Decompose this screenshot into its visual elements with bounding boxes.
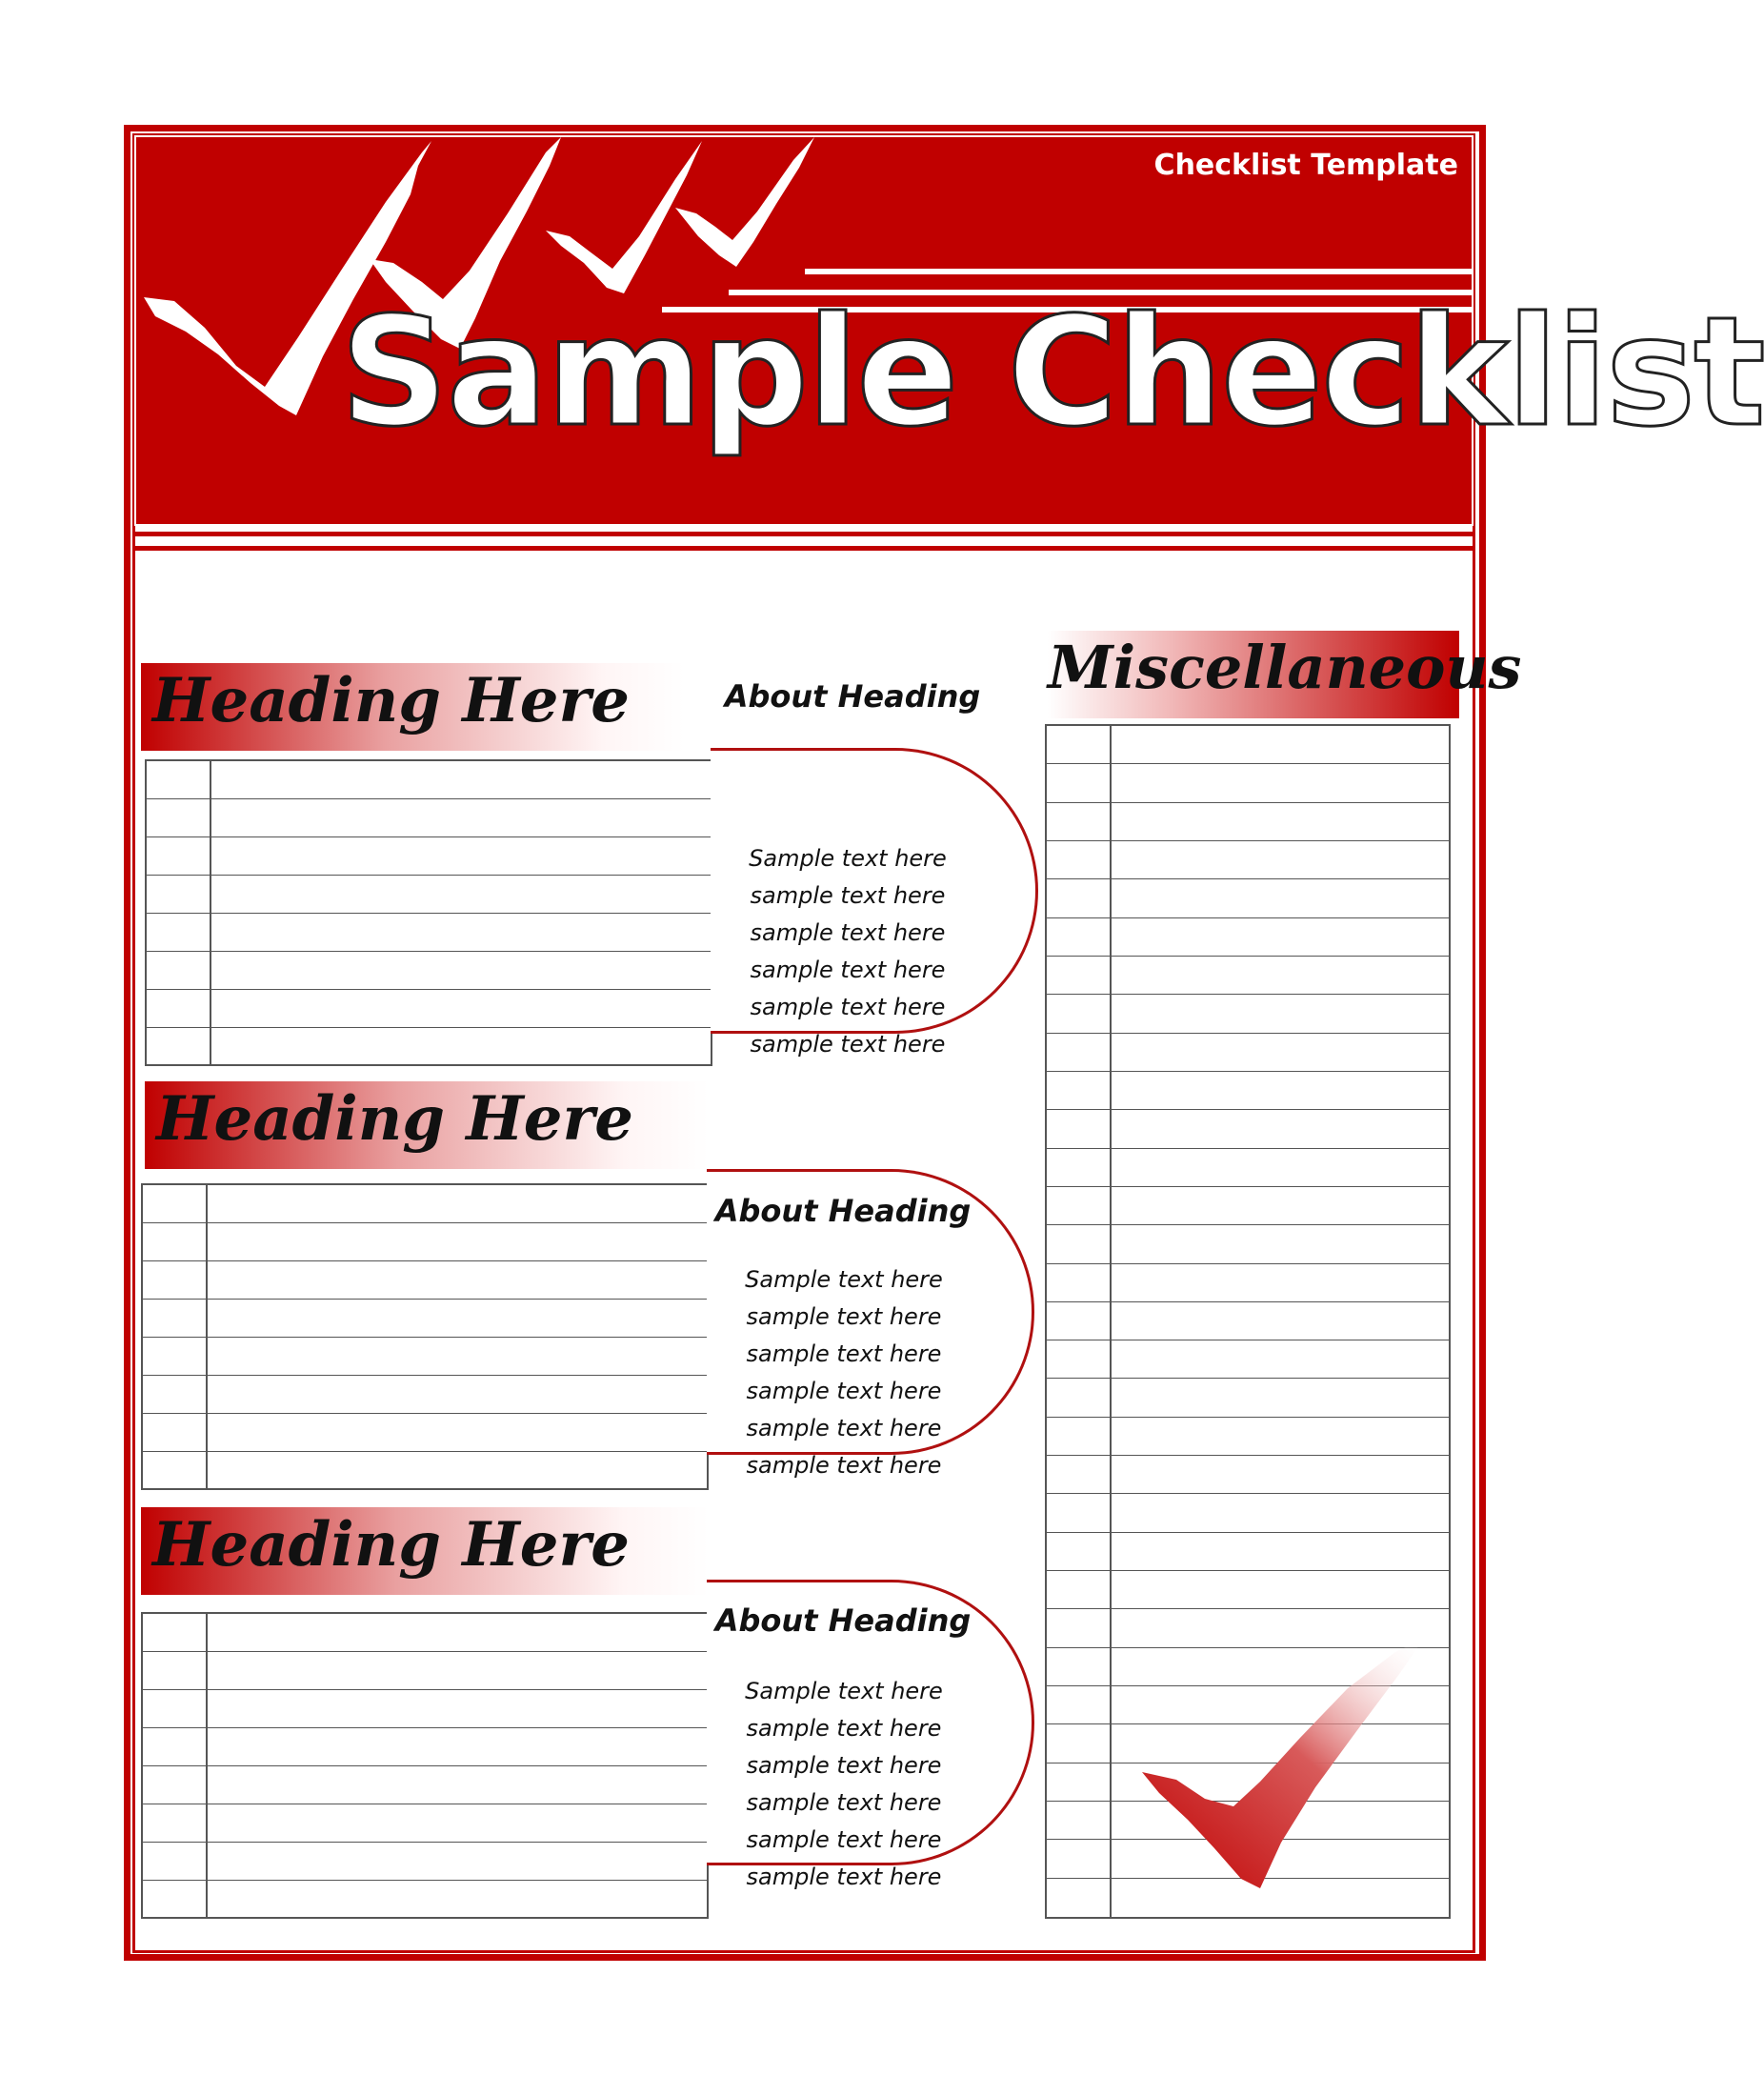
template-tag: Checklist Template bbox=[1153, 149, 1458, 182]
about-text: Sample text here sample text here sample text here sample text here sample text here sample text here bbox=[745, 1266, 943, 1479]
table-row[interactable] bbox=[143, 1843, 707, 1881]
table-row[interactable] bbox=[147, 914, 711, 952]
table-row[interactable] bbox=[1047, 803, 1449, 841]
about-heading: About Heading bbox=[714, 1193, 972, 1229]
table-row[interactable] bbox=[1047, 957, 1449, 995]
table-row[interactable] bbox=[1047, 1110, 1449, 1148]
table-row[interactable] bbox=[1047, 918, 1449, 957]
table-row[interactable] bbox=[143, 1223, 707, 1261]
table-row[interactable] bbox=[143, 1300, 707, 1338]
table-row[interactable] bbox=[147, 761, 711, 799]
section-heading bbox=[141, 1507, 709, 1595]
table-row[interactable] bbox=[143, 1414, 707, 1452]
divider-band bbox=[134, 546, 1473, 551]
table-row[interactable] bbox=[147, 1028, 711, 1064]
table-row[interactable] bbox=[1047, 1225, 1449, 1263]
table-row[interactable] bbox=[1047, 841, 1449, 879]
table-row[interactable] bbox=[1047, 1379, 1449, 1417]
table-row[interactable] bbox=[1047, 1034, 1449, 1072]
table-row[interactable] bbox=[143, 1690, 707, 1728]
table-row[interactable] bbox=[1047, 1187, 1449, 1225]
table-row[interactable] bbox=[1047, 995, 1449, 1033]
table-row[interactable] bbox=[143, 1376, 707, 1414]
table-row[interactable] bbox=[1047, 1264, 1449, 1302]
table-row[interactable] bbox=[1047, 1302, 1449, 1340]
table-row[interactable] bbox=[1047, 1494, 1449, 1532]
table-row[interactable] bbox=[147, 837, 711, 876]
checklist-table bbox=[141, 1612, 709, 1919]
table-row[interactable] bbox=[147, 799, 711, 837]
table-row[interactable] bbox=[1047, 1072, 1449, 1110]
table-row[interactable] bbox=[1047, 726, 1449, 764]
table-row[interactable] bbox=[143, 1338, 707, 1376]
table-row[interactable] bbox=[143, 1728, 707, 1766]
section-heading-text: Heading Here bbox=[156, 1083, 633, 1155]
section-heading-text: Heading Here bbox=[152, 1509, 630, 1581]
table-row[interactable] bbox=[147, 990, 711, 1028]
section-heading bbox=[141, 663, 684, 751]
table-row[interactable] bbox=[1047, 1418, 1449, 1456]
misc-heading-text: Miscellaneous bbox=[1048, 633, 1522, 702]
table-row[interactable] bbox=[1047, 879, 1449, 917]
banner-line bbox=[805, 269, 1472, 274]
about-heading: About Heading bbox=[714, 1602, 972, 1639]
table-row[interactable] bbox=[1047, 1533, 1449, 1571]
about-text: Sample text here sample text here sample text here sample text here sample text here sample text here bbox=[745, 1678, 943, 1890]
table-row[interactable] bbox=[143, 1185, 707, 1223]
checklist-table bbox=[141, 1183, 709, 1490]
table-row[interactable] bbox=[1047, 764, 1449, 802]
table-row[interactable] bbox=[143, 1881, 707, 1917]
table-row[interactable] bbox=[143, 1804, 707, 1843]
misc-heading bbox=[1048, 631, 1522, 718]
section-heading bbox=[145, 1081, 709, 1169]
header-banner bbox=[134, 135, 1764, 526]
table-row[interactable] bbox=[143, 1261, 707, 1300]
table-row[interactable] bbox=[143, 1652, 707, 1690]
table-row[interactable] bbox=[147, 952, 711, 990]
page-title: Sample Checklist bbox=[340, 285, 1764, 460]
about-text: Sample text here sample text here sample text here sample text here sample text here sample text here bbox=[749, 845, 947, 1058]
table-row[interactable] bbox=[143, 1766, 707, 1804]
table-row[interactable] bbox=[1047, 1340, 1449, 1379]
about-heading: About Heading bbox=[724, 678, 981, 715]
table-row[interactable] bbox=[143, 1452, 707, 1488]
table-row[interactable] bbox=[1047, 1456, 1449, 1494]
table-row[interactable] bbox=[1047, 1571, 1449, 1609]
section-heading-text: Heading Here bbox=[152, 665, 630, 736]
divider-band bbox=[134, 532, 1473, 536]
table-row[interactable] bbox=[1047, 1149, 1449, 1187]
table-row[interactable] bbox=[147, 876, 711, 914]
checkmark-icon bbox=[1138, 1639, 1433, 1905]
table-row[interactable] bbox=[143, 1614, 707, 1652]
checklist-table bbox=[145, 759, 712, 1066]
